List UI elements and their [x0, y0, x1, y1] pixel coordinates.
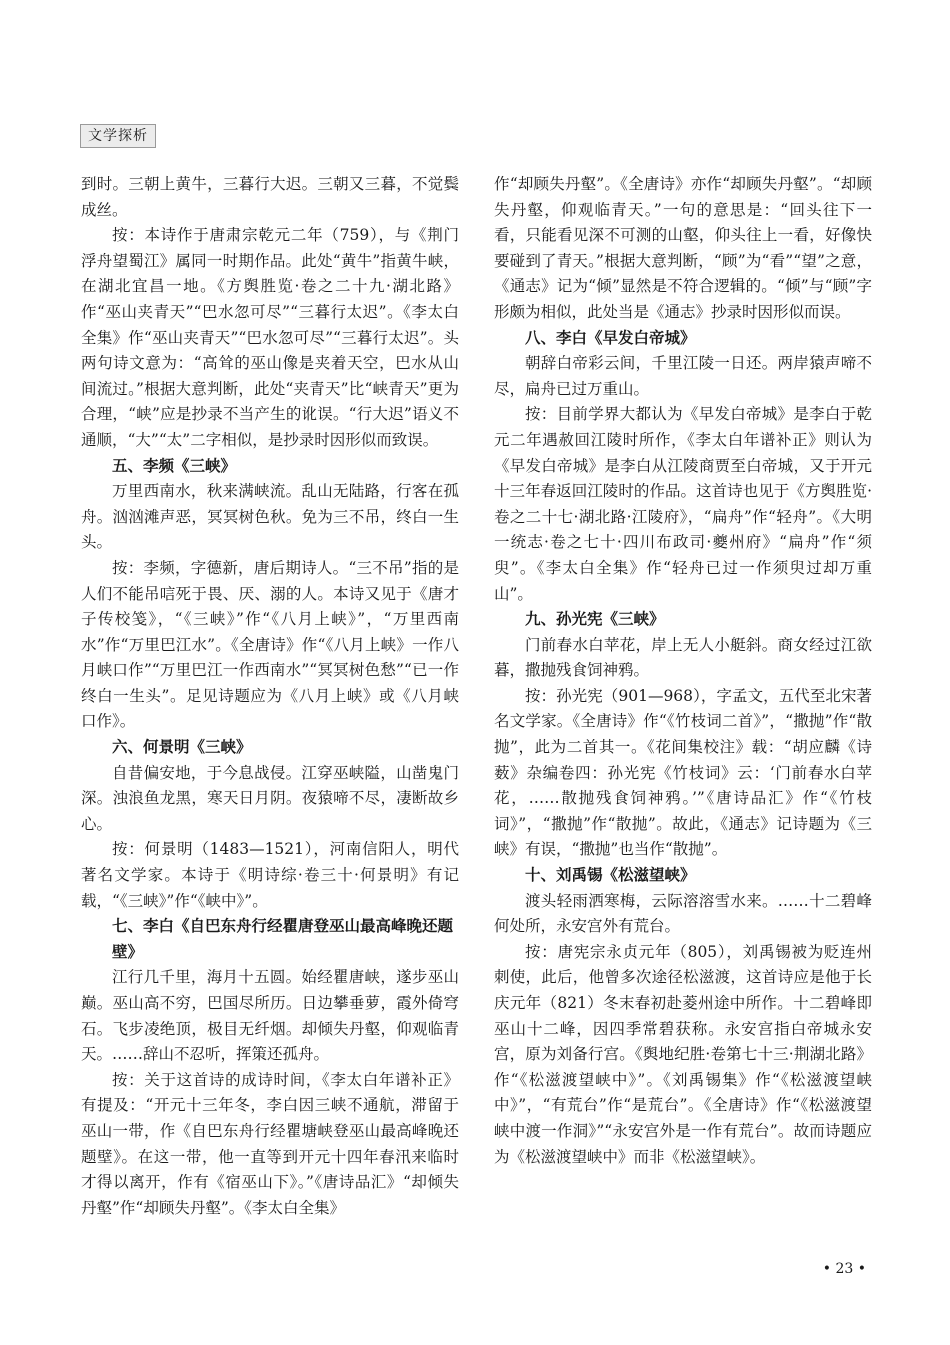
section-heading: 十、刘禹锡《松滋望峡》 [525, 866, 696, 885]
section-heading: 八、李白《早发白帝城》 [525, 328, 696, 347]
section-heading: 六、何景明《三峡》 [112, 738, 252, 757]
paragraph: 按：孙光宪（901—968），字孟文，五代至北宋著名文学家。《全唐诗》作“《竹枝词二首》”，“撒抛”作“散抛”，此为二首其一。《花间集校注》载：“胡应麟《诗薮》杂编卷四：孙光宪《竹枝词》云：‘门前春水白苹花，……散抛残食饲神鸦。’”《唐诗品汇》作“《竹枝词》”，“撒抛”作“散抛”。故此，《通志》记诗题为《三峡》有误，“撒抛”也当作“散抛”。 [494, 686, 872, 859]
page-number: • 23 • [822, 1261, 866, 1277]
poem-text: 门前春水白苹花，岸上无人小艇斜。商女经过江欲暮，撒抛残食饲神鸦。 [494, 635, 872, 680]
section-heading: 七、李白《自巴东舟行经瞿唐登巫山最高峰晚还题壁》 [112, 917, 454, 961]
section-heading: 五、李频《三峡》 [112, 456, 237, 475]
poem-text: 渡头轻雨洒寒梅，云际溶溶雪水来。……十二碧峰何处所，永安宫外有荒台。 [494, 891, 872, 936]
section-heading: 九、孙光宪《三峡》 [525, 610, 665, 629]
paragraph: 作“却顾失丹壑”。《全唐诗》亦作“却顾失丹壑”。“却顾失丹壑，仰观临青天。”一句的意思是：“回头往下一看，只能看见深不可测的山壑，仰头往上一看，好像快要碰到了青天。”根据大意判断，“顾”为“看”“望”之意，《通志》记为“倾”显然是不符合逻辑的。“倾”与“顾”字形颇为相似，此处当是《通志》抄录时因形似而误。 [494, 175, 872, 321]
poem-text: 朝辞白帝彩云间，千里江陵一日还。两岸猿声啼不尽，扁舟已过万重山。 [494, 354, 872, 398]
paragraph: 按：目前学界大都认为《早发白帝城》是李白于乾元二年遇赦回江陵时所作，《李太白年谱补正》则认为《早发白帝城》是李白从江陵商贾至白帝城，又于开元十三年春返回江陵时的作品。这首诗也见于《方舆胜览·卷之二十七·湖北路·江陵府》，“扁舟”作“轻舟”。《大明一统志·卷之七十·四川布政司·夔州府》“扁舟”作“须臾”。《李太白全集》作“轻舟已过一作须臾过却万重山”。 [494, 405, 872, 603]
paragraph: 按：本诗作于唐肃宗乾元二年（759），与《荆门浮舟望蜀江》属同一时期作品。此处“黄牛”指黄牛峡，在湖北宜昌一地。《方舆胜览·卷之二十九·湖北路》作“巫山夹青天”“巴水忽可尽”“三暮行太迟”。《李太白全集》作“巫山夹青天”“巴水忽可尽”“三暮行太迟”。头两句诗文意为：“高耸的巫山像是夹着天空，巴水从山间流过。”根据大意判断，此处“夹青天”比“峡青天”更为合理，“峡”应是抄录不当产生的讹误。“行大迟”语义不通顺，“大”“太”二字相似，是抄录时因形似而致误。 [81, 226, 459, 449]
paragraph: 按：李频，字德新，唐后期诗人。“三不吊”指的是人们不能吊唁死于畏、厌、溺的人。本诗又见于《唐才子传校笺》，“《三峡》”作“《八月上峡》”，“万里西南水”作“万里巴江水”。《全唐诗》作“《八月上峡》一作八月峡口作”“万里巴江一作西南水”“冥冥树色愁”“已一作终白一生头”。足见诗题应为《八月上峡》或《八月峡口作》。 [81, 558, 459, 731]
paragraph: 按：何景明（1483—1521），河南信阳人，明代著名文学家。本诗于《明诗综·卷三十·何景明》有记载，“《三峡》”作“《峡中》”。 [81, 840, 459, 910]
right-column [494, 172, 872, 1170]
poem-text: 万里西南水，秋来满峡流。乱山无陆路，行客在孤舟。汹汹滩声恶，冥冥树色秋。免为三不吊，终白一生头。 [81, 482, 459, 552]
paragraph: 按：唐宪宗永贞元年（805），刘禹锡被为贬连州刺使，此后，他曾多次途径松滋渡，这首诗应是他于长庆元年（821）冬末春初赴菱州途中所作。十二碧峰即巫山十二峰，因四季常碧获称。永安宫指白帝城永安宫，原为刘备行宫。《舆地纪胜·卷第七十三·荆湖北路》作“《松滋渡望峡中》”。《刘禹锡集》作“《松滋渡望峡中》”，“有荒台”作“是荒台”。《全唐诗》作“《松滋渡望峡中渡一作洞》”“永安宫外是一作有荒台”。故而诗题应为《松滋渡望峡中》而非《松滋望峡》。 [494, 942, 872, 1166]
section-tag: 文学探析 [80, 124, 156, 148]
poem-text: 自昔偏安地，于今息战侵。江穿巫峡隘，山凿鬼门深。浊浪鱼龙黑，寒天日月阴。夜猿啼不尽，凄断故乡心。 [81, 763, 459, 833]
paragraph: 按：关于这首诗的成诗时间，《李太白年谱补正》有提及：“开元十三年冬，李白因三峡不通航，滞留于巫山一带，作《自巴东舟行经瞿塘峡登巫山最高峰晚还题壁》。在这一带，他一直等到开元十四年春汛来临时才得以离开，作有《宿巫山下》。”《唐诗品汇》“却倾失丹壑”作“却顾失丹壑”。《李太白全集》 [81, 1070, 459, 1217]
paragraph: 到时。三朝上黄牛，三暮行大迟。三朝又三暮，不觉鬓成丝。 [81, 175, 459, 219]
left-column [81, 172, 459, 1221]
poem-text: 江行几千里，海月十五圆。始经瞿唐峡，遂步巫山巅。巫山高不穷，巴国尽所历。日边攀垂萝，霞外倚穹石。飞步凌绝顶，极目无纤烟。却倾失丹壑，仰观临青天。……辞山不忍听，挥策还孤舟。 [81, 968, 459, 1064]
